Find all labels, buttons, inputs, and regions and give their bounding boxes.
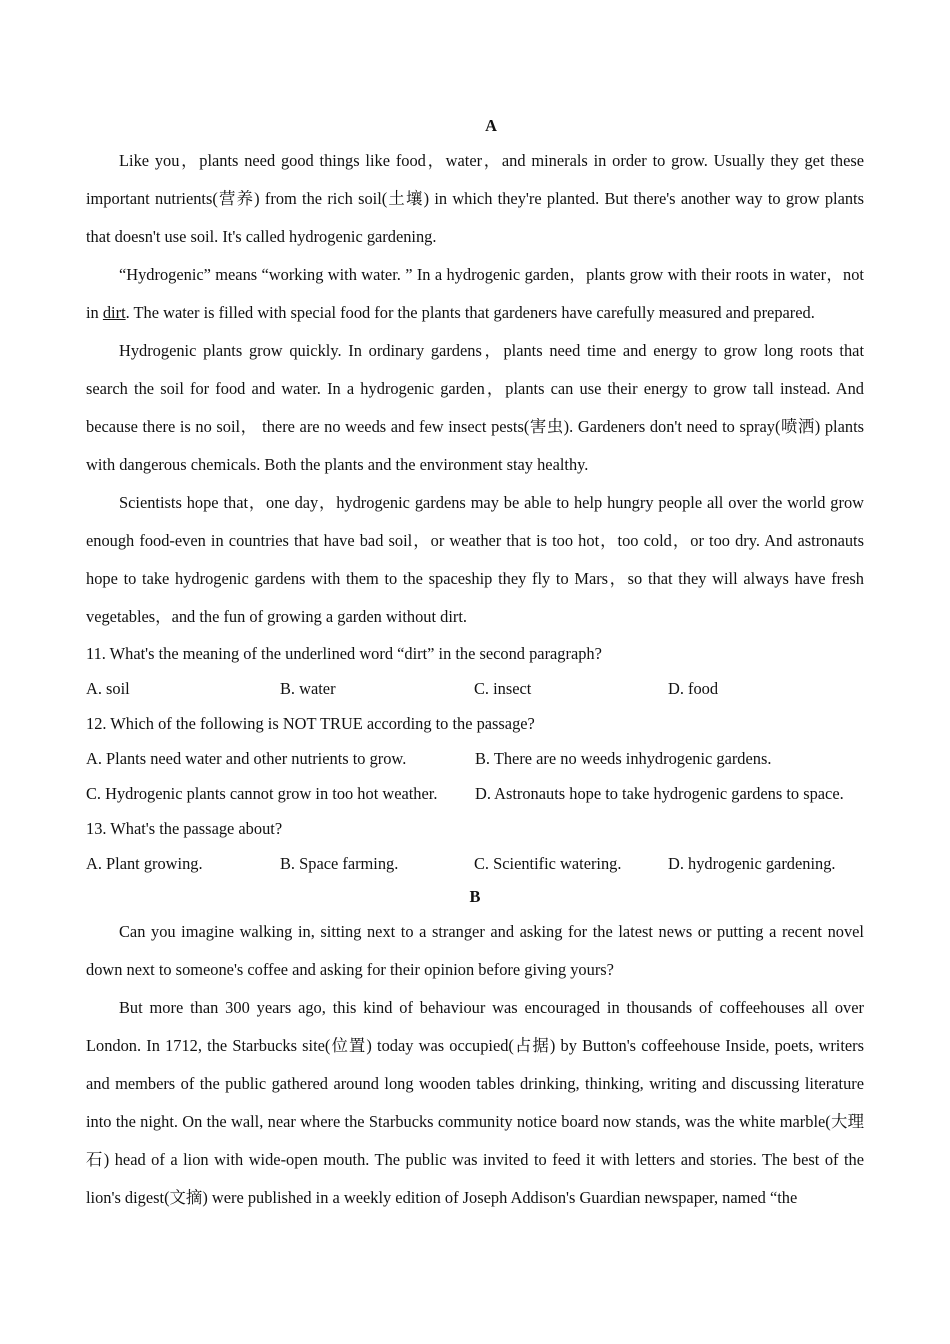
section-a-paragraph-1: Like you，plants need good things like food，water，and minerals in order to grow. Usually they get these important nutrients(营养) from the rich soil(土壤) in which they're planted. But there's another way to grow plants that doesn't use soil. It's called hydrogenic gardening. xyxy=(86,151,864,246)
section-b-paragraph-1: Can you imagine walking in, sitting next to a stranger and asking for the latest news or putting a recent novel down next to someone's coffee and asking for their opinion before giving yours? xyxy=(86,922,864,979)
option-d[interactable]: D. food xyxy=(668,679,719,698)
section-a-paragraph-2 xyxy=(86,256,864,332)
question-13: 13. What's the passage about? xyxy=(86,819,283,838)
option-c[interactable]: C. Hydrogenic plants cannot grow in too hot weather. xyxy=(86,784,438,803)
option-d[interactable]: D. Astronauts hope to take hydrogenic gardens to space. xyxy=(475,784,844,803)
paragraph-2-text-after: . The water is filled with special food for the plants that gardeners have carefully measured and prepared. xyxy=(125,303,815,322)
option-a[interactable]: A. Plants need water and other nutrients to grow. xyxy=(86,749,407,768)
section-a-paragraph-4: Scientists hope that，one day，hydrogenic gardens may be able to help hungry people all over the world grow enough food-even in countries that have bad soil，or weather that is too hot，too cold，or too dry. And astronauts hope to take hydrogenic gardens with them to the spaceship they fly to Mars，so that they will always have fresh vegetables，and the fun of growing a garden without dirt. xyxy=(86,493,864,626)
question-11: 11. What's the meaning of the underlined word “dirt” in the second paragraph? xyxy=(86,644,602,663)
option-c[interactable]: C. insect xyxy=(474,679,532,698)
option-a[interactable]: A. Plant growing. xyxy=(86,854,203,873)
option-b[interactable]: B. There are no weeds inhydrogenic gardens. xyxy=(475,749,772,768)
option-c[interactable]: C. Scientific watering. xyxy=(474,854,622,873)
option-b[interactable]: B. Space farming. xyxy=(280,854,399,873)
paragraph-2-text-before: “Hydrogenic” means “working with water. ” In a hydrogenic garden，plants grow with their roots in water，not in xyxy=(86,265,864,322)
question-12-options-row-2 xyxy=(86,776,864,811)
option-b[interactable]: B. water xyxy=(280,679,336,698)
document-page xyxy=(86,110,864,1217)
section-a-heading: A xyxy=(485,116,497,135)
question-11-options xyxy=(86,671,864,706)
question-13-options xyxy=(86,846,864,881)
question-12: 12. Which of the following is NOT TRUE according to the passage? xyxy=(86,714,535,733)
question-12-options-row-1 xyxy=(86,741,864,776)
underlined-word-dirt: dirt xyxy=(102,303,126,322)
option-a[interactable]: A. soil xyxy=(86,679,130,698)
section-b-heading: B xyxy=(469,887,481,906)
section-b-paragraph-2: But more than 300 years ago, this kind of behaviour was encouraged in thousands of coffeehouses all over London. In 1712, the Starbucks site(位置) today was occupied(占据) by Button's coffeehouse Inside, poets, writers and members of the public gathered around long wooden tables drinking, thinking, writing and discussing literature into the night. On the wall, near where the Starbucks community notice board now stands, was the white marble(大理石) head of a lion with wide-open mouth. The public was invited to feed it with letters and stories. The best of the lion's digest(文摘) were published in a weekly edition of Joseph Addison's Guardian newspaper, named “the xyxy=(86,998,864,1207)
section-a-paragraph-3: Hydrogenic plants grow quickly. In ordinary gardens，plants need time and energy to grow long roots that search the soil for food and water. In a hydrogenic garden，plants can use their energy to grow tall instead. And because there is no soil， there are no weeds and few insect pests(害虫). Gardeners don't need to spray(喷洒) plants with dangerous chemicals. Both the plants and the environment stay healthy. xyxy=(86,341,864,474)
option-d[interactable]: D. hydrogenic gardening. xyxy=(668,854,836,873)
